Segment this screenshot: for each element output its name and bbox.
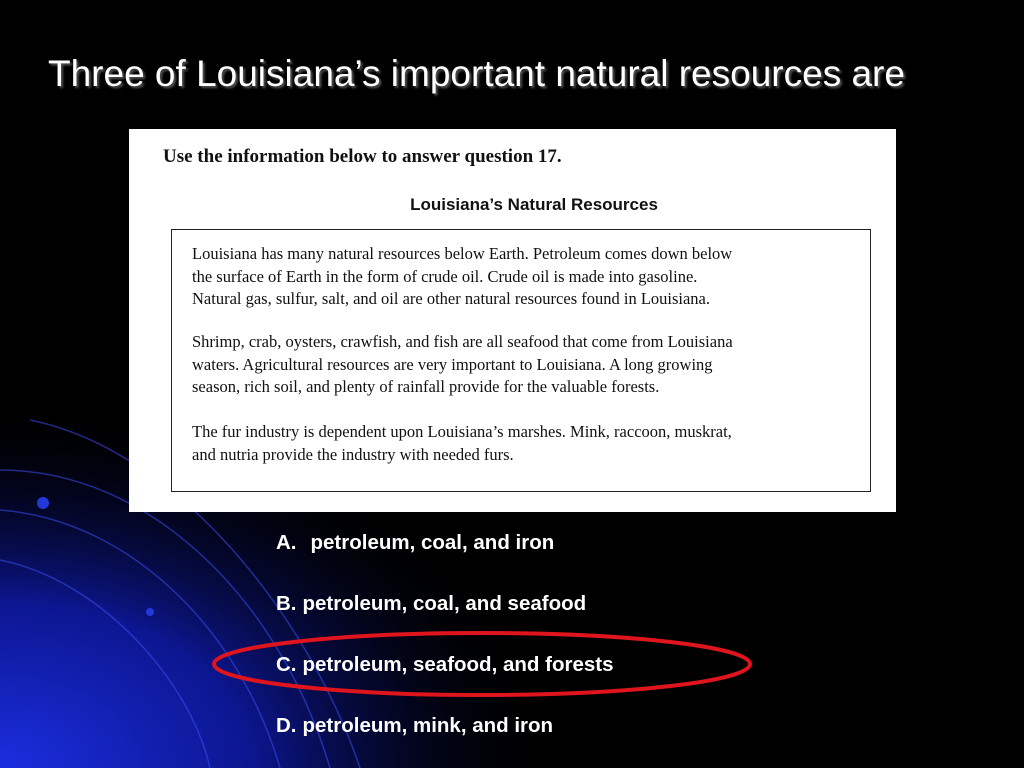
answer-option-b[interactable] <box>276 591 586 617</box>
paragraph-line: Shrimp, crab, oysters, crawfish, and fish are all seafood that come from Louisiana <box>192 332 733 351</box>
info-paragraph-minerals <box>192 243 864 311</box>
answer-letter: A. <box>276 531 297 554</box>
document-heading: Louisiana’s Natural Resources <box>410 195 658 214</box>
answer-letter: B. <box>276 592 297 615</box>
resources-info-box <box>171 229 871 492</box>
paragraph-line: Louisiana has many natural resources below Earth. Petroleum comes down below <box>192 244 733 263</box>
question-prompt: Use the information below to answer question 17. <box>163 146 562 167</box>
slide-title: Three of Louisiana’s important natural resources are <box>48 53 905 94</box>
info-paragraph-seafood <box>192 331 864 399</box>
answer-letter: D. <box>276 714 297 737</box>
answer-option-c[interactable] <box>276 652 613 678</box>
paragraph-line: and nutria provide the industry with needed furs. <box>192 444 514 464</box>
answer-text: petroleum, mink, and iron <box>302 714 554 737</box>
paragraph-line: season, rich soil, and plenty of rainfall provide for the valuable forests. <box>192 377 660 396</box>
answer-option-d[interactable] <box>276 713 553 739</box>
paragraph-line: waters. Agricultural resources are very important to Louisiana. A long growing <box>192 354 713 374</box>
answer-text: petroleum, coal, and seafood <box>302 592 587 615</box>
answer-text: petroleum, seafood, and forests <box>302 653 614 676</box>
paragraph-line: The fur industry is dependent upon Louisiana’s marshes. Mink, raccoon, muskrat, <box>192 422 732 441</box>
paragraph-line: Natural gas, sulfur, salt, and oil are other natural resources found in Louisiana. <box>192 289 711 308</box>
paragraph-line: the surface of Earth in the form of crude oil. Crude oil is made into gasoline. <box>192 266 698 286</box>
info-paragraph-fur <box>192 421 864 466</box>
answer-letter: C. <box>276 653 297 676</box>
answer-text: petroleum, coal, and iron <box>310 531 555 554</box>
question-document-image <box>129 129 896 512</box>
answer-option-a[interactable] <box>276 530 554 556</box>
